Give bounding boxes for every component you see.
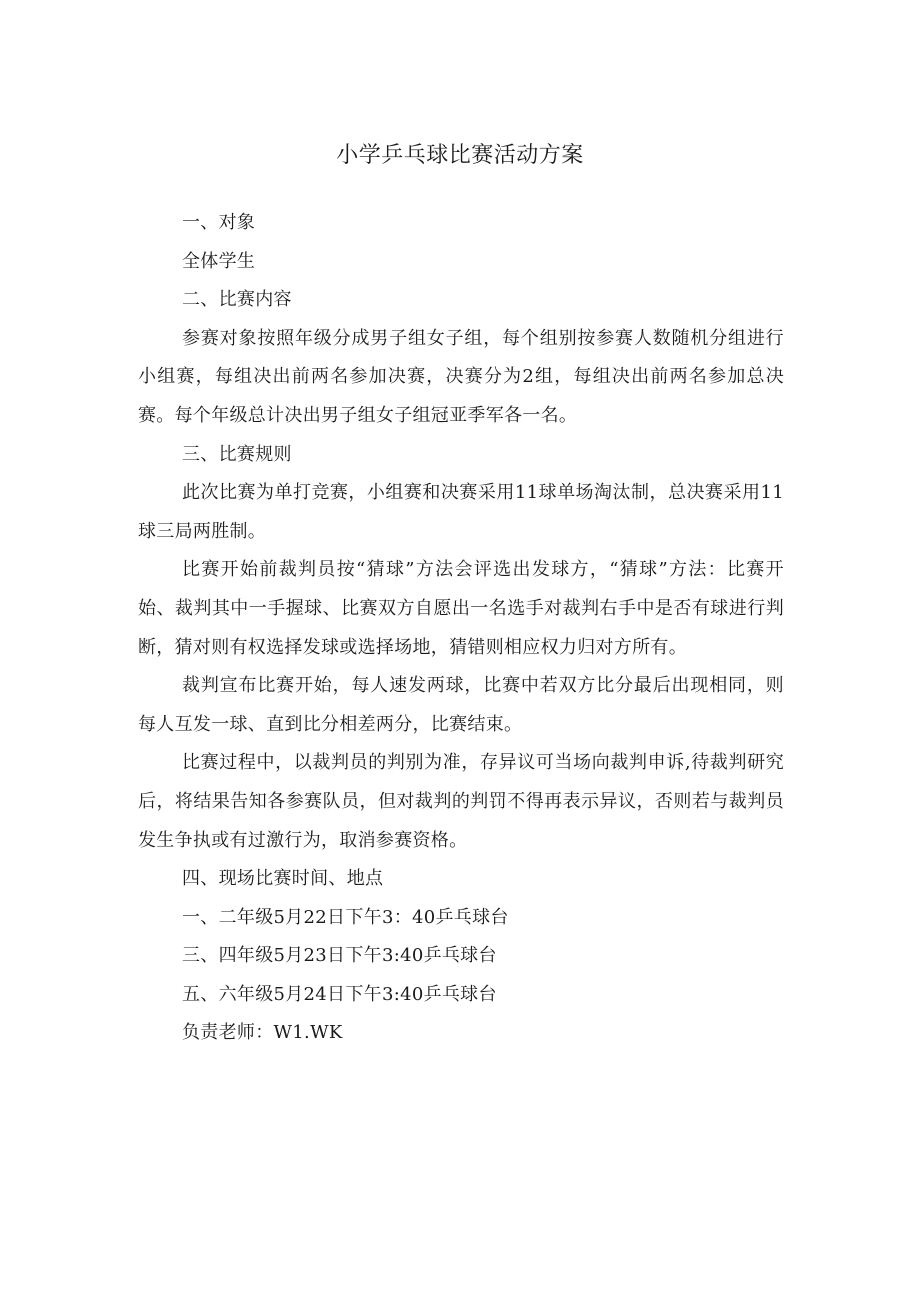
schedule-item-grades-3-4: 三、四年级5月23日下午3:40乒乓球台 xyxy=(182,945,497,967)
document-body xyxy=(138,204,784,1053)
content-paragraph: 参赛对象按照年级分成男子组女子组，每个组别按参赛人数随机分组进行小组赛，每组决出前两名参加决赛，决赛分为2组，每组决出前两名参加总决赛。每个年级总计决出男子组女子组冠亚季军各一名。 xyxy=(138,327,784,426)
section-heading-schedule: 四、现场比赛时间、地点 xyxy=(182,868,384,890)
section-heading-target: 一、对象 xyxy=(182,212,256,233)
rules-paragraph-serve: 裁判宣布比赛开始，每人速发两球，比赛中若双方比分最后出现相同，则每人互发一球、直到比分相差两分，比赛结束。 xyxy=(138,675,784,735)
teacher-in-charge: 负责老师：W1.WK xyxy=(182,1022,343,1044)
target-text: 全体学生 xyxy=(182,250,256,272)
rules-paragraph-format: 此次比赛为单打竞赛，小组赛和决赛采用11球单场淘汰制，总决赛采用11球三局两胜制。 xyxy=(138,482,784,542)
section-heading-rules: 三、比赛规则 xyxy=(182,443,292,465)
rules-paragraph-guess: 比赛开始前裁判员按“猜球”方法会评选出发球方，“猜球”方法：比赛开始、裁判其中一手握球、比赛双方自愿出一名选手对裁判右手中是否有球进行判断，猜对则有权选择发球或选择场地，猜错则相应权力归对方所有。 xyxy=(138,559,784,658)
rules-paragraph-dispute: 比赛过程中，以裁判员的判别为准，存异议可当场向裁判申诉,待裁判研究后，将结果告知各参赛队员，但对裁判的判罚不得再表示异议，否则若与裁判员发生争执或有过激行为，取消参赛资格。 xyxy=(138,752,784,851)
section-heading-content: 二、比赛内容 xyxy=(182,289,292,311)
schedule-item-grades-1-2: 一、二年级5月22日下午3：40乒乓球台 xyxy=(182,906,509,928)
document-title: 小学乒乓球比赛活动方案 xyxy=(336,143,584,168)
schedule-item-grades-5-6: 五、六年级5月24日下午3:40乒乓球台 xyxy=(182,983,497,1005)
